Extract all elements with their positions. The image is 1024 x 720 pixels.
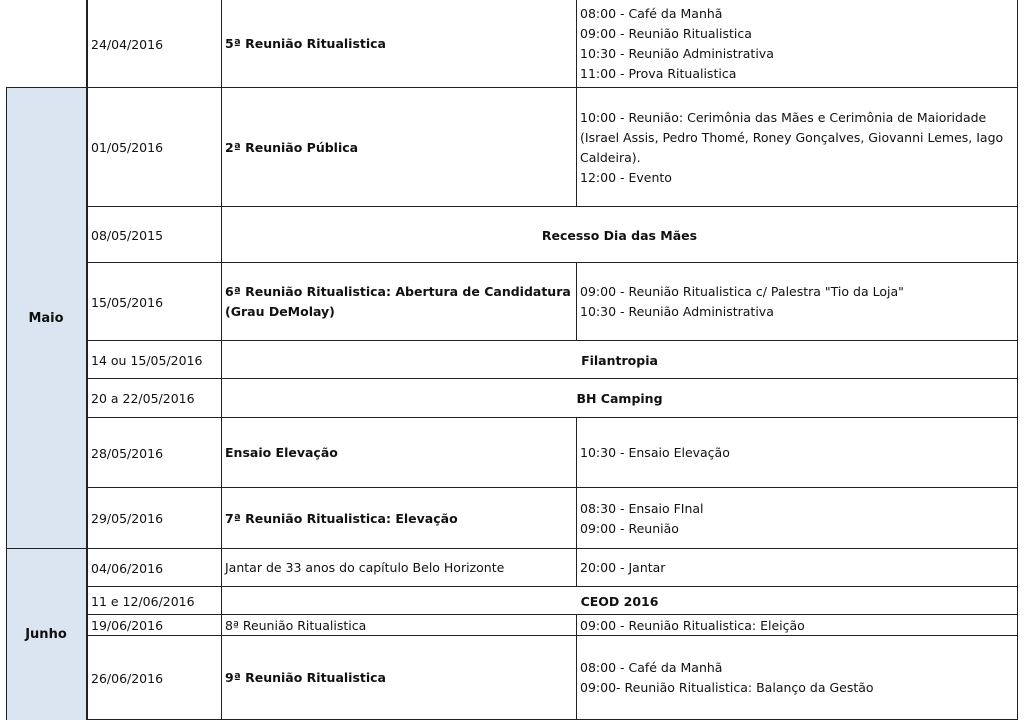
schedule-line: 09:00 - Reunião Ritualistica c/ Palestra "Tio da Loja" xyxy=(580,284,904,299)
event-title-cell: Jantar de 33 anos do capítulo Belo Horizonte xyxy=(225,560,505,575)
event-title-cell: 5ª Reunião Ritualistica xyxy=(225,36,386,51)
schedule-line: 08:00 - Café da Manhã xyxy=(580,6,723,21)
schedule-line: 10:30 - Reunião Administrativa xyxy=(580,304,774,319)
schedule-line: 08:30 - Ensaio FInal xyxy=(580,500,704,516)
schedule-line: 08:00 - Café da Manhã xyxy=(580,660,723,675)
schedule-cell xyxy=(577,636,1017,720)
schedule-line: 09:00 - Reunião xyxy=(580,520,679,536)
schedule-line: 10:30 - Reunião Administrativa xyxy=(580,46,774,61)
date-cell: 19/06/2016 xyxy=(91,618,164,633)
month-cell-maio: Maio xyxy=(6,88,86,548)
month-cell-junho: Junho xyxy=(6,549,86,720)
month-border-left xyxy=(6,88,7,720)
date-cell: 14 ou 15/05/2016 xyxy=(91,352,203,368)
schedule-line: 10:30 - Ensaio Elevação xyxy=(580,445,730,460)
date-cell: 24/04/2016 xyxy=(91,36,164,52)
merged-event-cell: BH Camping xyxy=(576,391,663,406)
schedule-cell xyxy=(577,0,1017,88)
date-cell: 04/06/2016 xyxy=(91,560,164,576)
schedule-cell xyxy=(577,488,1017,549)
schedule-cell xyxy=(577,88,1017,207)
schedule-line: 09:00 - Reunião Ritualistica: Eleição xyxy=(580,618,805,633)
schedule-line: 09:00 - Reunião Ritualistica xyxy=(580,26,752,41)
schedule-line: 11:00 - Prova Ritualistica xyxy=(580,66,737,81)
month-separator xyxy=(6,548,88,549)
schedule-line: 09:00- Reunião Ritualistica: Balanço da Gestão xyxy=(580,680,874,695)
merged-event-cell: Filantropia xyxy=(581,352,658,368)
date-cell: 11 e 12/06/2016 xyxy=(91,593,195,609)
date-cell: 01/05/2016 xyxy=(91,140,164,155)
date-cell: 29/05/2016 xyxy=(91,511,164,526)
event-title-cell: 2ª Reunião Pública xyxy=(225,139,359,155)
date-cell: 20 a 22/05/2016 xyxy=(91,391,195,406)
schedule-line: 10:00 - Reunião: Cerimônia das Mães e Cerimônia de Maioridade xyxy=(580,109,987,125)
schedule-cell xyxy=(577,263,1017,341)
schedule-line: Caldeira). xyxy=(580,149,641,165)
schedule-cell xyxy=(577,418,1017,488)
merged-event-cell: Recesso Dia das Mães xyxy=(541,227,698,243)
date-cell: 26/06/2016 xyxy=(91,670,164,686)
schedule-line: 20:00 - Jantar xyxy=(580,560,666,575)
event-title-cell: Ensaio Elevação xyxy=(225,445,338,460)
event-title-cell: 8ª Reunião Ritualistica xyxy=(225,618,367,633)
schedule-cell xyxy=(577,615,1017,636)
month-separator xyxy=(6,87,88,88)
event-title-cell: 9ª Reunião Ritualistica xyxy=(225,670,386,685)
date-cell: 15/05/2016 xyxy=(91,294,164,310)
date-cell: 08/05/2015 xyxy=(91,227,164,243)
schedule-line: (Israel Assis, Pedro Thomé, Roney Gonçalves, Giovanni Lemes, Iago xyxy=(580,129,1004,145)
schedule-line: 12:00 - Evento xyxy=(580,169,672,185)
date-cell: 28/05/2016 xyxy=(91,445,164,461)
merged-event-cell: CEOD 2016 xyxy=(580,593,659,609)
schedule-cell xyxy=(577,549,1017,587)
event-title-cell: 6ª Reunião Ritualistica: Abertura de Candidatura (Grau DeMolay) xyxy=(225,284,571,319)
event-title-cell: 7ª Reunião Ritualistica: Elevação xyxy=(225,510,458,526)
